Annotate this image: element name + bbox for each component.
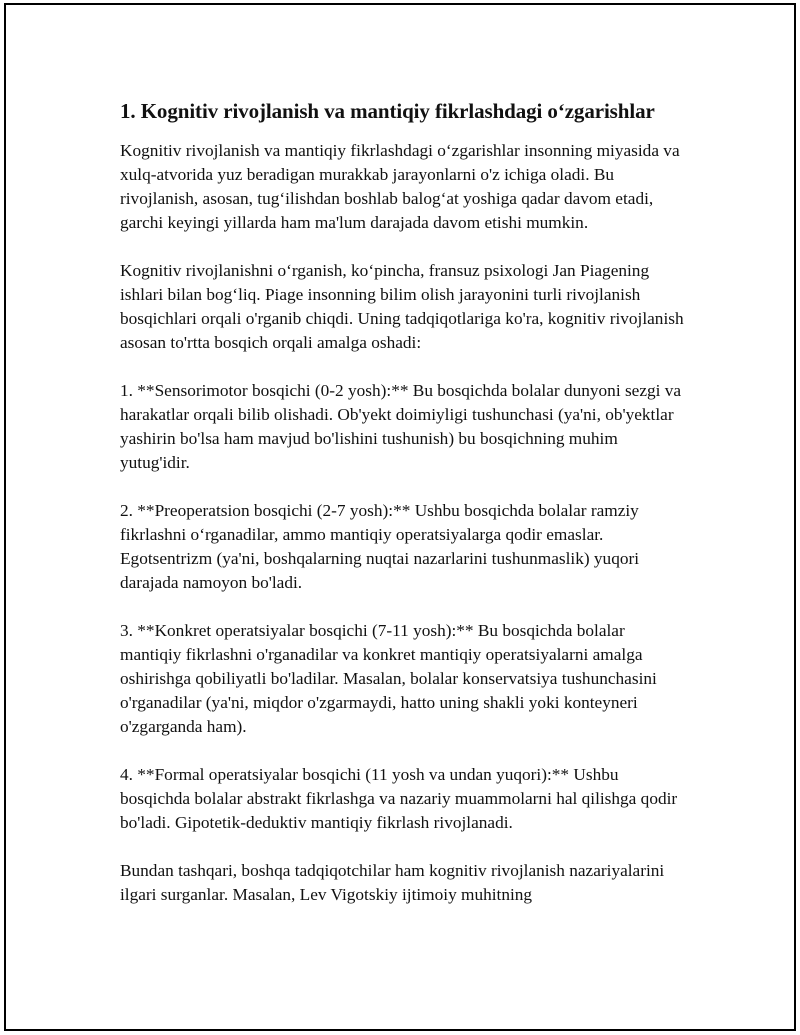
document-page	[4, 3, 796, 1031]
paragraph-intro: Kognitiv rivojlanish va mantiqiy fikrlashdagi o‘zgarishlar insonning miyasida va xulq-atvorida yuz beradigan murakkab jarayonlarni o'z ichiga oladi. Bu rivojlanish, asosan, tug‘ilishdan boshlab balog‘at yoshiga qadar davom etadi, garchi keyingi yillarda ham ma'lum darajada davom etishi mumkin.	[120, 141, 680, 232]
section-heading: 1. Kognitiv rivojlanish va mantiqiy fikrlashdagi o‘zgarishlar	[120, 99, 655, 123]
paragraph-stage-2: 2. **Preoperatsion bosqichi (2-7 yosh):** Ushbu bosqichda bolalar ramziy fikrlashni o‘rganadilar, ammo mantiqiy operatsiyalarga qodir emaslar. Egotsentrizm (ya'ni, boshqalarning nuqtai nazarlarini tushunmaslik) yuqori darajada namoyon bo'ladi.	[120, 501, 640, 592]
paragraph-stage-3: 3. **Konkret operatsiyalar bosqichi (7-11 yosh):** Bu bosqichda bolalar mantiqiy fikrlashni o'rganadilar va konkret mantiqiy operatsiyalarni amalga oshirishga qobiliyatli bo'ladilar. Masalan, bolalar konservatsiya tushunchasini o'rganadilar (ya'ni, miqdor o'zgarmaydi, hatto uning shakli yoki konteyneri o'zgarganda ham).	[120, 621, 657, 736]
paragraph-other-research: Bundan tashqari, boshqa tadqiqotchilar ham kognitiv rivojlanish nazariyalarini ilgari surganlar. Masalan, Lev Vigotskiy ijtimoiy muhitning	[120, 861, 665, 904]
paragraph-piaget: Kognitiv rivojlanishni o‘rganish, ko‘pincha, fransuz psixologi Jan Piagening ishlari bilan bog‘liq. Piage insonning bilim olish jarayonini turli rivojlanish bosqichlari orqali o'rganib chiqdi. Uning tadqiqotlariga ko'ra, kognitiv rivojlanish asosan to'rtta bosqich orqali amalga oshadi:	[120, 261, 684, 352]
document-body	[120, 97, 690, 931]
paragraph-stage-4: 4. **Formal operatsiyalar bosqichi (11 yosh va undan yuqori):** Ushbu bosqichda bolalar abstrakt fikrlashga va nazariy muammolarni hal qilishga qodir bo'ladi. Gipotetik-deduktiv mantiqiy fikrlash rivojlanadi.	[120, 765, 678, 832]
paragraph-stage-1: 1. **Sensorimotor bosqichi (0-2 yosh):** Bu bosqichda bolalar dunyoni sezgi va harakatlar orqali bilib olishadi. Ob'yekt doimiyligi tushunchasi (ya'ni, ob'yektlar yashirin bo'lsa ham mavjud bo'lishini tushunish) bu bosqichning muhim yutug'idir.	[120, 381, 682, 472]
